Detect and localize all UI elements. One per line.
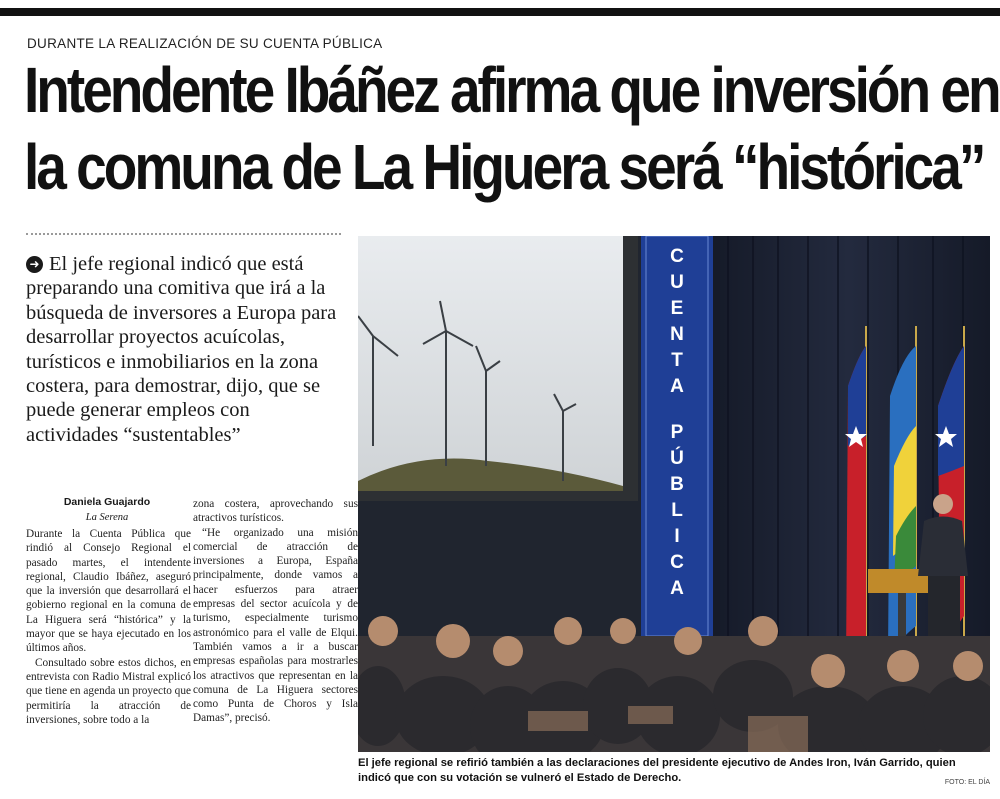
banner-letter: A [670,578,684,599]
speaker-head [933,494,953,514]
photo-credit: FOTO: EL DÍA [944,779,990,786]
banner-letter: I [674,526,680,547]
photo-illustration [358,236,990,752]
photo-caption: El jefe regional se refirió también a las declaraciones del presidente ejecutivo de Andes Iron, Iván Garrido, quien indicó que con su votación se vulneró el Estado de Derecho. [358,757,956,784]
summary [26,252,346,447]
author: Daniela Guajardo [63,496,151,508]
banner-letter: B [670,474,684,495]
banner-letter: C [670,552,684,573]
headline-line-2: la comuna de La Higuera será “histórica” [24,131,984,203]
location: La Serena [85,512,129,523]
paragraph: Durante la Cuenta Pública que rindió al Consejo Regional el pasado martes, el intendente regional, Claudio Ibáñez, aseguró que la inversión que desarrollará el gobierno regional en la comuna de La Higuera será “histórica” y la mayor que se haya ejecutado en los últimos años. [26,528,191,655]
banner-letter: P [670,422,684,443]
banner-letter: A [670,376,684,397]
kicker: DURANTE LA REALIZACIÓN DE SU CUENTA PÚBLICA [27,36,383,51]
summary-divider [26,233,341,235]
paragraph: Consultado sobre estos dichos, en entrevista con Radio Mistral explicó que tiene en agenda un proyecto que permitiría la atracción de inversiones, sobre todo a la [26,656,191,726]
arrow-right-circle-icon: ➜ [26,256,43,273]
headline-line-1: Intendente Ibáñez afirma que inversión en [24,54,999,126]
banner-letter: N [670,324,684,345]
event-photo [358,236,990,752]
paragraph: “He organizado una misión comercial de atracción de inversiones a Europa, España principalmente, donde vamos a hacer esfuerzos para atraer empresas del sector acuícola y de turismo, especialmente turismo astronómico para el valle de Elqui. También vamos a ir a buscar empresas españolas para mostrarles los atractivos que representan en la comuna de La Higuera sectores como Punta de Choros y Isla Damas”, precisó. [193,526,358,725]
projection-screen [358,236,623,491]
paragraph: zona costera, aprovechando sus atractivos turísticos. [193,498,358,525]
summary-text: El jefe regional indicó que está preparando una comitiva que irá a la búsqueda de inversores a Europa para desarrollar proyectos acuícolas, turísticos e inmobiliarios en la zona costera, para demostrar, dijo, que se puede generar empleos con actividades “sustentables” [26,253,337,446]
body-column-1 [26,527,191,727]
top-rule [0,8,1000,16]
banner-letter: T [671,350,683,371]
banner-letter: E [670,298,684,319]
banner-letter: U [670,272,684,293]
banner-letter: C [670,246,684,267]
banner-letter: L [671,500,683,521]
banner-letter: Ú [670,448,684,469]
headline [24,52,999,206]
body-column-2 [193,497,358,726]
